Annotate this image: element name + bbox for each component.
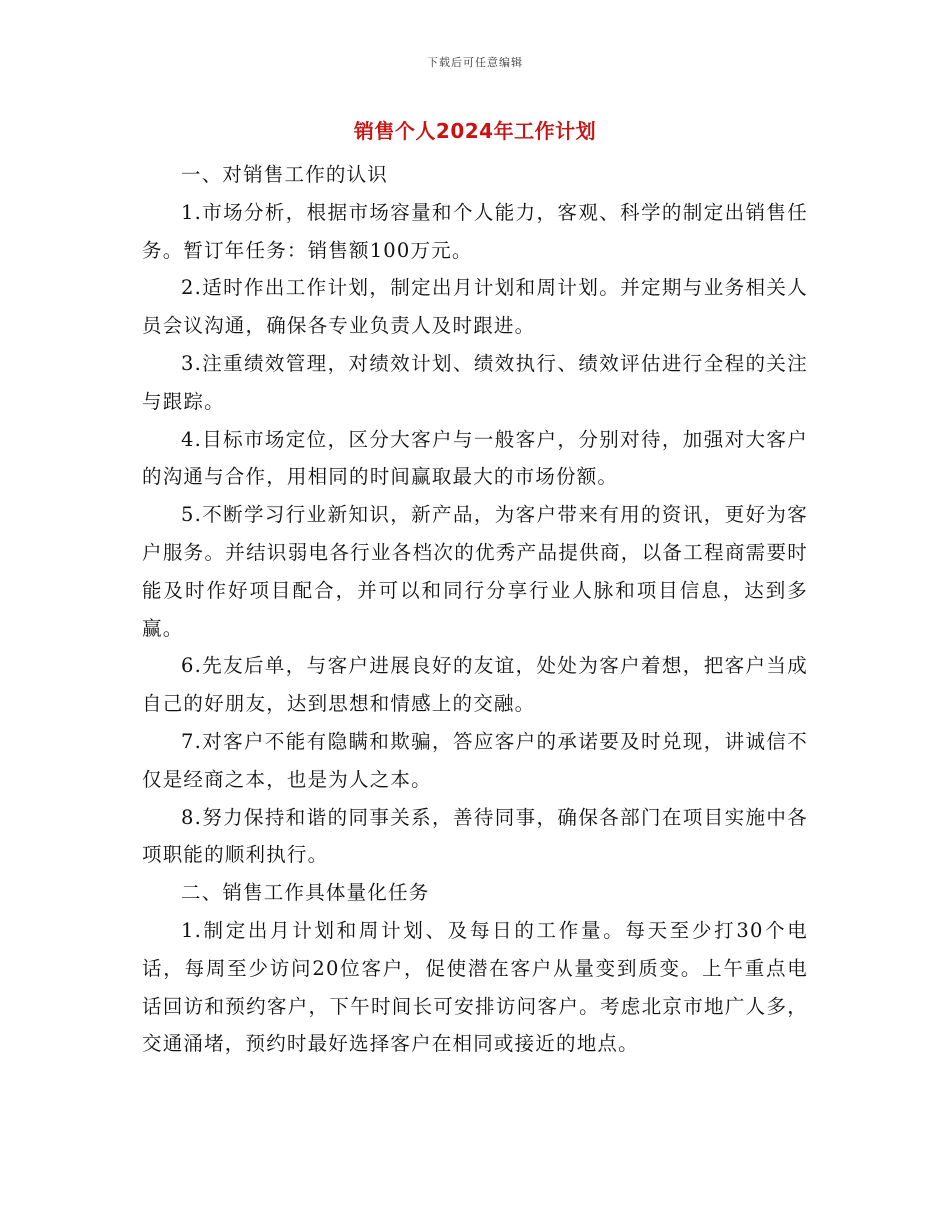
paragraph-item-4: 4.目标市场定位，区分大客户与一般客户，分别对待，加强对大客户的沟通与合作，用相同的时间赢取最大的市场份额。 bbox=[142, 427, 808, 489]
paragraph-item-1: 1.市场分析，根据市场容量和个人能力，客观、科学的制定出销售任务。暂订年任务：销售额100万元。 bbox=[142, 200, 808, 262]
document-title: 销售个人2024年工作计划 bbox=[353, 119, 597, 143]
paragraph-item-7: 7.对客户不能有隐瞒和欺骗，答应客户的承诺要及时兑现，讲诚信不仅是经商之本，也是为人之本。 bbox=[142, 729, 808, 791]
paragraph-item-5: 5.不断学习行业新知识，新产品，为客户带来有用的资讯，更好为客户服务。并结识弱电各行业各档次的优秀产品提供商，以备工程商需要时能及时作好项目配合，并可以和同行分享行业人脉和项目信息，达到多赢。 bbox=[142, 503, 808, 640]
section-heading-1: 一、对销售工作的认识 bbox=[181, 163, 389, 186]
paragraph-item-2: 2.适时作出工作计划，制定出月计划和周计划。并定期与业务相关人员会议沟通，确保各专业负责人及时跟进。 bbox=[142, 276, 808, 338]
paragraph-item-8: 8.努力保持和谐的同事关系，善待同事，确保各部门在项目实施中各项职能的顺利执行。 bbox=[142, 805, 808, 867]
header-note: 下载后可任意编辑 bbox=[427, 56, 523, 69]
section-heading-2: 二、销售工作具体量化任务 bbox=[181, 881, 430, 905]
paragraph-item-3: 3.注重绩效管理，对绩效计划、绩效执行、绩效评估进行全程的关注与跟踪。 bbox=[142, 351, 808, 413]
paragraph-item-2-1: 1.制定出月计划和周计划、及每日的工作量。每天至少打30个电话，每周至少访问20位客户，促使潜在客户从量变到质变。上午重点电话回访和预约客户，下午时间长可安排访问客户。考虑北京市地广人多，交通涌堵，预约时最好选择客户在相同或接近的地点。 bbox=[142, 918, 808, 1056]
document-body bbox=[142, 156, 808, 1063]
paragraph-item-6: 6.先友后单，与客户进展良好的友谊，处处为客户着想，把客户当成自己的好朋友，达到思想和情感上的交融。 bbox=[142, 654, 808, 716]
